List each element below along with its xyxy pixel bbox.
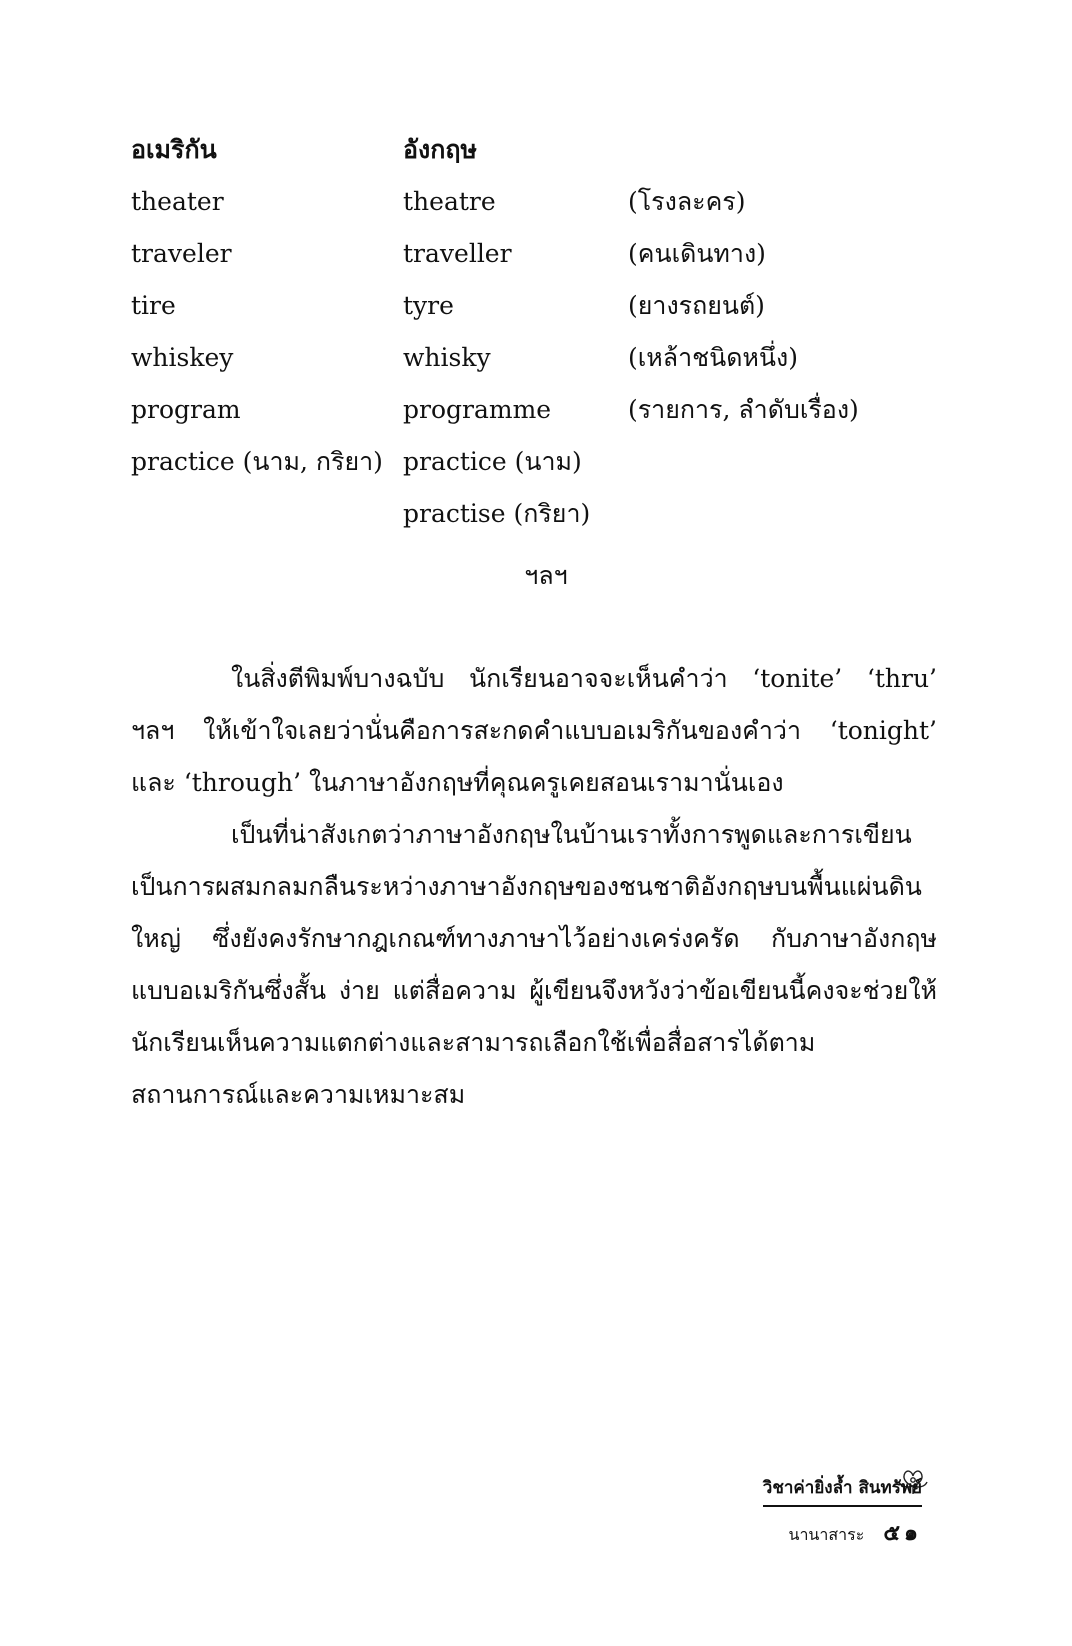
thai-meaning: (เหล้าชนิดหนึ่ง): [628, 343, 798, 372]
book-title: วิชาค่ายิ่งล้ำ สินทรัพย์: [763, 1474, 922, 1507]
british-word: traveller: [403, 239, 512, 268]
british-word: whisky: [403, 343, 491, 372]
british-word: practise (กริยา): [403, 499, 591, 528]
table-row: [0, 488, 1072, 540]
british-word: practice (นาม): [403, 447, 582, 476]
american-word: theater: [131, 187, 224, 216]
page-footer: [763, 1474, 922, 1550]
table-row: [0, 228, 1072, 280]
american-word: practice (นาม, กริยา): [131, 447, 383, 476]
thai-meaning: (รายการ, ลำดับเรื่อง): [628, 395, 859, 424]
american-word: traveler: [131, 239, 232, 268]
etcetera-mark: ฯลฯ: [524, 561, 568, 590]
american-word: whiskey: [131, 343, 234, 372]
table-row: [0, 176, 1072, 228]
table-row: [0, 384, 1072, 436]
series-line: [763, 1515, 922, 1550]
american-word: program: [131, 395, 241, 424]
table-header-row: [0, 124, 1072, 176]
thai-meaning: (โรงละคร): [628, 187, 746, 216]
american-word: tire: [131, 291, 176, 320]
british-word: programme: [403, 395, 552, 424]
thai-meaning: (คนเดินทาง): [628, 239, 766, 268]
paragraph: เป็นที่น่าสังเกตว่าภาษาอังกฤษในบ้านเราทั้งการพูดและการเขียน เป็นการผสมกลมกลืนระหว่างภาษาอังกฤษของชนชาติอังกฤษบนพื้นแผ่นดินใหญ่ ซึ่งยังคงรักษากฎเกณฑ์ทางภาษาไว้อย่างเคร่งครัด กับภาษาอังกฤษแบบอเมริกันซึ่งสั้น ง่าย แต่สื่อความ ผู้เขียนจึงหวังว่าข้อเขียนนี้คงจะช่วยให้นักเรียนเห็นความแตกต่างและสามารถเลือกใช้เพื่อสื่อสารได้ตามสถานการณ์และความเหมาะสม: [131, 820, 937, 1109]
header-american: อเมริกัน: [131, 135, 217, 164]
page-number: ๕๑: [883, 1521, 922, 1546]
thai-meaning: (ยางรถยนต์): [628, 291, 765, 320]
british-word: tyre: [403, 291, 454, 320]
british-word: theatre: [403, 187, 496, 216]
table-row: [0, 332, 1072, 384]
header-british: อังกฤษ: [403, 135, 477, 164]
table-row: [0, 436, 1072, 488]
table-row: [0, 280, 1072, 332]
series-name: นานาสาระ: [788, 1525, 865, 1544]
paragraph: ในสิ่งตีพิมพ์บางฉบับ นักเรียนอาจจะเห็นคำว่า ‘tonite’ ‘thru’ ฯลฯ ให้เข้าใจเลยว่านั่นคือการสะกดคำแบบอเมริกันของคำว่า ‘tonight’ และ ‘through’ ในภาษาอังกฤษที่คุณครูเคยสอนเรามานั่นเอง: [131, 664, 937, 797]
